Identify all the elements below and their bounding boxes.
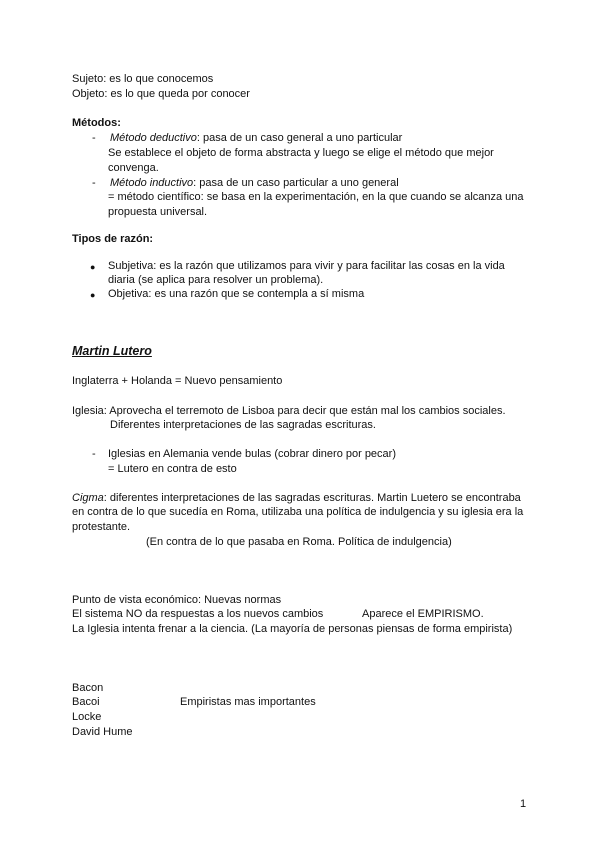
bulas-line: Iglesias en Alemania vende bulas (cobrar dinero por pecar) bbox=[108, 448, 396, 460]
iglesia-line: Iglesia: Aprovecha el terremoto de Lisboa para decir que están mal los cambios sociales. bbox=[72, 405, 506, 417]
dash-marker: - bbox=[92, 448, 96, 460]
lutero-heading: Martin Lutero bbox=[72, 344, 152, 358]
empirista-name: David Hume bbox=[72, 726, 133, 738]
economico-line-2a: El sistema NO da respuestas a los nuevos cambios bbox=[72, 608, 324, 620]
page-number: 1 bbox=[520, 798, 527, 810]
sujeto-line: Sujeto: es lo que conocemos bbox=[72, 73, 214, 85]
deductivo-line-3: convenga. bbox=[108, 162, 159, 174]
deductivo-term: Método deductivo bbox=[110, 132, 197, 144]
economico-line: Punto de vista económico: Nuevas normas bbox=[72, 594, 282, 606]
inductivo-line bbox=[110, 176, 399, 190]
empiristas-label: Empiristas mas importantes bbox=[180, 696, 316, 708]
iglesia-line-2: Diferentes interpretaciones de las sagradas escrituras. bbox=[110, 419, 376, 431]
cigma-line bbox=[72, 491, 521, 505]
inductivo-line-2: = método científico: se basa en la experimentación, en la que cuando se alcanza una bbox=[108, 191, 524, 203]
razon-heading: Tipos de razón: bbox=[72, 233, 154, 245]
economico-line-2b: Aparece el EMPIRISMO. bbox=[362, 608, 484, 620]
empirista-name: Locke bbox=[72, 711, 102, 723]
deductivo-line-2: Se establece el objeto de forma abstracta y luego se elige el método que mejor bbox=[108, 147, 494, 159]
objeto-line: Objeto: es lo que queda por conocer bbox=[72, 88, 250, 100]
cigma-rest: : diferentes interpretaciones de las sagradas escrituras. Martin Luetero se encontraba bbox=[103, 492, 521, 504]
inductivo-term: Método inductivo bbox=[110, 177, 194, 189]
cigma-line-4: (En contra de lo que pasaba en Roma. Política de indulgencia) bbox=[146, 536, 452, 548]
cigma-line-3: protestante. bbox=[72, 521, 131, 533]
cigma-line-2: en contra de lo que sucedía en Roma, utilizaba una política de indulgencia y su iglesia era la bbox=[72, 506, 524, 518]
inductivo-rest: : pasa de un caso particular a uno general bbox=[193, 177, 399, 189]
deductivo-line bbox=[110, 131, 402, 145]
dash-marker: - bbox=[92, 132, 96, 144]
bullet-icon: ● bbox=[90, 290, 96, 300]
metodos-heading: Métodos: bbox=[72, 117, 121, 129]
objetiva-line: Objetiva: es una razón que se contempla a sí misma bbox=[108, 288, 365, 300]
subjetiva-line: Subjetiva: es la razón que utilizamos para vivir y para facilitar las cosas en la vida bbox=[108, 260, 505, 272]
bulas-line-2: = Lutero en contra de esto bbox=[108, 463, 237, 475]
empirista-name: Bacoi bbox=[72, 696, 100, 708]
inglaterra-line: Inglaterra + Holanda = Nuevo pensamiento bbox=[72, 375, 283, 387]
dash-marker: - bbox=[92, 177, 96, 189]
subjetiva-line-2: diaria (se aplica para resolver un problema). bbox=[108, 274, 324, 286]
bullet-icon: ● bbox=[90, 262, 96, 272]
cigma-term: Cigma bbox=[72, 492, 104, 504]
economico-line-3: La Iglesia intenta frenar a la ciencia. (La mayoría de personas piensas de forma empirista) bbox=[72, 623, 513, 635]
empirista-name: Bacon bbox=[72, 682, 104, 694]
deductivo-rest: : pasa de un caso general a uno particular bbox=[196, 132, 403, 144]
inductivo-line-3: propuesta universal. bbox=[108, 206, 208, 218]
